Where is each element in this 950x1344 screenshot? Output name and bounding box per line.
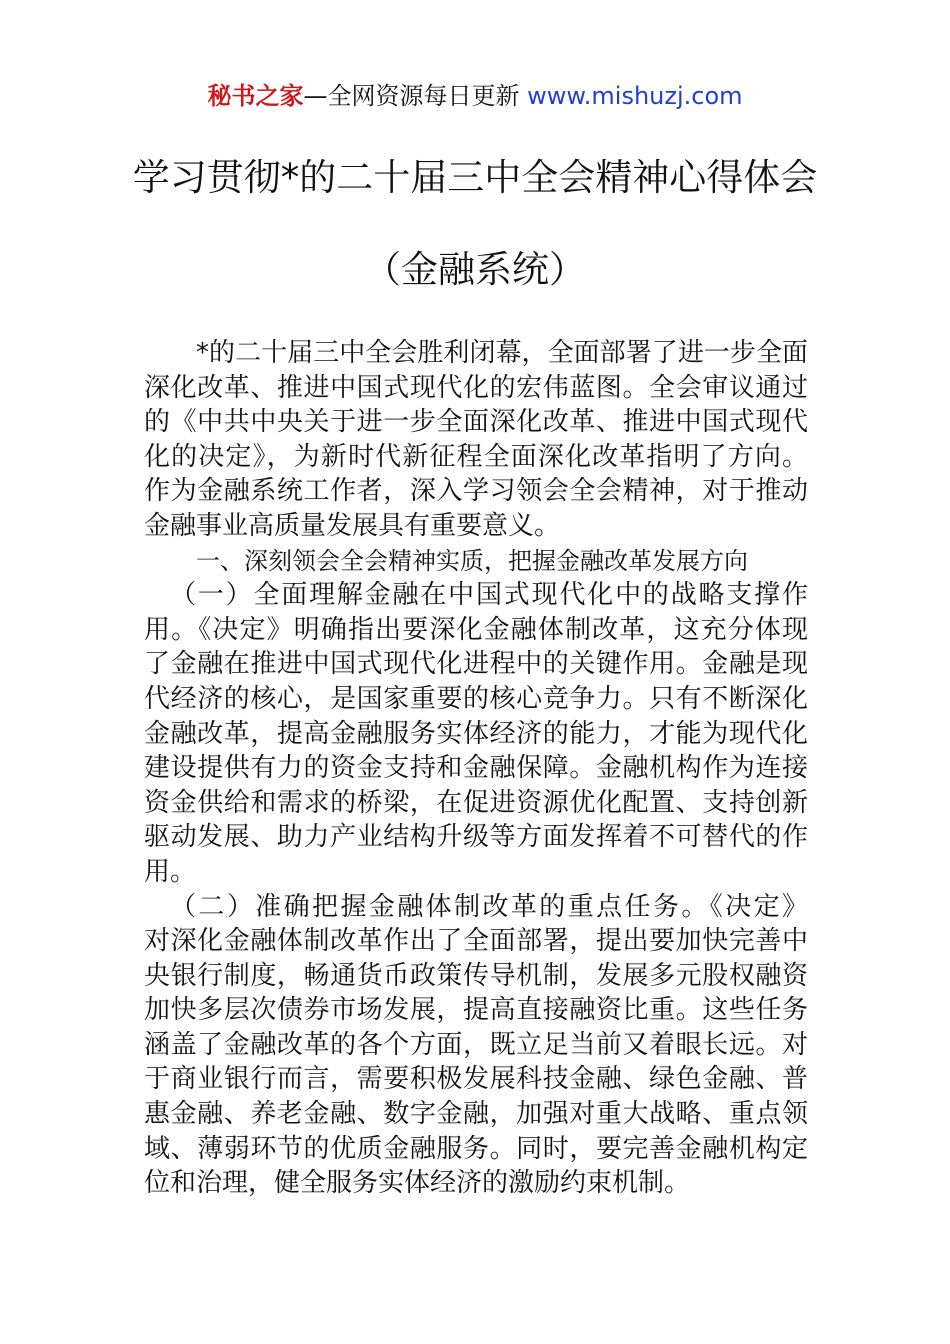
paragraph-line: 建设提供有力的资金支持和金融保障。金融机构作为连接 bbox=[144, 753, 808, 784]
paragraph-line: 用。 bbox=[144, 856, 197, 887]
paragraph-line: 用。《决定》明确指出要深化金融体制改革，这充分体现 bbox=[144, 614, 808, 645]
paragraph-line: 的《中共中央关于进一步全面深化改革、推进中国式现代 bbox=[144, 407, 808, 438]
brand-name: 秘书之家 bbox=[207, 82, 304, 110]
paragraph-line: 驱动发展、助力产业结构升级等方面发挥着不可替代的作 bbox=[144, 822, 808, 853]
paragraph-line: 了金融在推进中国式现代化进程中的关键作用。金融是现 bbox=[144, 649, 808, 680]
paragraph-line: 惠金融、养老金融、数字金融，加强对重大战略、重点领 bbox=[144, 1099, 808, 1130]
document-title: 学习贯彻*的二十届三中全会精神心得体会 bbox=[132, 156, 818, 199]
paragraph-line: 涵盖了金融改革的各个方面，既立足当前又着眼长远。对 bbox=[144, 1029, 808, 1060]
paragraph-line: *的二十届三中全会胜利闭幕，全面部署了进一步全面 bbox=[196, 338, 808, 368]
paragraph-line: 域、薄弱环节的优质金融服务。同时，要完善金融机构定 bbox=[144, 1133, 808, 1164]
paragraph-line: 加快多层次债券市场发展，提高直接融资比重。这些任务 bbox=[144, 995, 808, 1026]
paragraph-line: （二）准确把握金融体制改革的重点任务。《决定》 bbox=[170, 891, 808, 922]
paragraph-line: 作为金融系统工作者，深入学习领会全会精神，对于推动 bbox=[144, 476, 808, 507]
paragraph-line: 位和治理，健全服务实体经济的激励约束机制。 bbox=[144, 1168, 691, 1199]
banner-tagline: —全网资源每日更新 bbox=[303, 82, 528, 110]
paragraph-line: 资金供给和需求的桥梁，在促进资源优化配置、支持创新 bbox=[144, 787, 808, 818]
paragraph-line: （一）全面理解金融在中国式现代化中的战略支撑作 bbox=[170, 580, 808, 611]
section-heading: 一、深刻领会全会精神实质，把握金融改革发展方向 bbox=[196, 546, 748, 575]
paragraph-line: 化的决定》，为新时代新征程全面深化改革指明了方向。 bbox=[144, 441, 808, 472]
paragraph-line: 金融事业高质量发展具有重要意义。 bbox=[144, 510, 561, 541]
paragraph-line: 对深化金融体制改革作出了全面部署，提出要加快完善中 bbox=[144, 926, 808, 957]
paragraph-line: 代经济的核心，是国家重要的核心竞争力。只有不断深化 bbox=[144, 683, 808, 714]
website-link[interactable]: www.mishuzj.com bbox=[527, 82, 743, 110]
paragraph-line: 金融改革，提高金融服务实体经济的能力，才能为现代化 bbox=[144, 718, 808, 749]
paragraph-line: 深化改革、推进中国式现代化的宏伟蓝图。全会审议通过 bbox=[144, 372, 808, 403]
header-banner bbox=[0, 80, 950, 112]
document-body bbox=[144, 336, 808, 1201]
paragraph-line: 央银行制度，畅通货币政策传导机制，发展多元股权融资 bbox=[144, 960, 808, 991]
document-subtitle: （金融系统） bbox=[364, 248, 586, 291]
paragraph-line: 于商业银行而言，需要积极发展科技金融、绿色金融、普 bbox=[144, 1064, 808, 1095]
